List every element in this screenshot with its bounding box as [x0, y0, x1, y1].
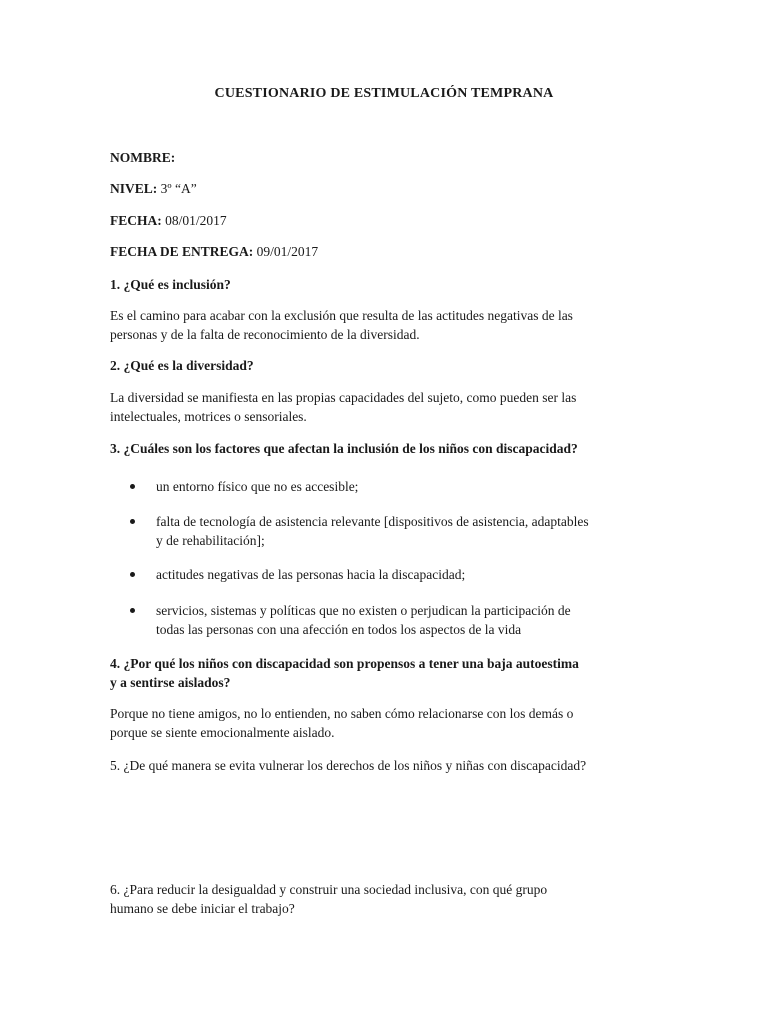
field-fecha-entrega — [110, 242, 660, 261]
question-5: 5. ¿De qué manera se evita vulnerar los derechos de los niños y niñas con discapacidad? — [110, 758, 587, 773]
answer-2-line-2: intelectuales, motrices o sensoriales. — [110, 409, 307, 424]
bullet-text — [156, 512, 660, 550]
bullet-line: actitudes negativas de las personas hacia la discapacidad; — [156, 567, 466, 582]
field-nombre — [110, 148, 660, 167]
nombre-label: NOMBRE: — [110, 150, 176, 165]
question-1: 1. ¿Qué es inclusión? — [110, 277, 231, 292]
field-fecha — [110, 211, 660, 230]
entrega-value: 09/01/2017 — [253, 244, 319, 259]
answer-1-line-2: personas y de la falta de reconocimiento de la diversidad. — [110, 327, 420, 342]
answer-4-line-1: Porque no tiene amigos, no lo entienden, no saben cómo relacionarse con los demás o — [110, 706, 574, 721]
bullet-text — [156, 477, 660, 496]
question-3: 3. ¿Cuáles son los factores que afectan la inclusión de los niños con discapacidad? — [110, 441, 578, 456]
entrega-label: FECHA DE ENTREGA: — [110, 244, 254, 259]
bullet-line: y de rehabilitación]; — [156, 533, 265, 548]
page-title: CUESTIONARIO DE ESTIMULACIÓN TEMPRANA — [214, 86, 554, 101]
question-6-line-1: 6. ¿Para reducir la desigualdad y construir una sociedad inclusiva, con qué grupo — [110, 882, 548, 897]
bullet-dot-icon — [130, 484, 135, 489]
bullet-line: un entorno físico que no es accesible; — [156, 479, 359, 494]
bullet-text — [156, 601, 660, 639]
bullet-line: servicios, sistemas y políticas que no existen o perjudican la participación de — [156, 603, 571, 618]
bullet-dot-icon — [130, 572, 135, 577]
bullet-line: todas las personas con una afección en todos los aspectos de la vida — [156, 622, 522, 637]
field-nivel — [110, 179, 660, 198]
bullet-line: falta de tecnología de asistencia relevante [dispositivos de asistencia, adaptables — [156, 514, 589, 529]
answer-1-line-1: Es el camino para acabar con la exclusión que resulta de las actitudes negativas de las — [110, 308, 573, 323]
question-4-line-1: 4. ¿Por qué los niños con discapacidad son propensos a tener una baja autoestima — [110, 656, 579, 671]
bullet-dot-icon — [130, 608, 135, 613]
answer-4-line-2: porque se siente emocionalmente aislado. — [110, 725, 335, 740]
question-2: 2. ¿Qué es la diversidad? — [110, 358, 254, 373]
question-4-line-2: y a sentirse aislados? — [110, 675, 231, 690]
fecha-label: FECHA: — [110, 213, 162, 228]
bullet-dot-icon — [130, 519, 135, 524]
answer-2-line-1: La diversidad se manifiesta en las propias capacidades del sujeto, como pueden ser las — [110, 390, 577, 405]
nivel-label: NIVEL: — [110, 181, 158, 196]
question-6-line-2: humano se debe iniciar el trabajo? — [110, 901, 295, 916]
fecha-value: 08/01/2017 — [161, 213, 227, 228]
bullet-text — [156, 565, 660, 584]
nivel-value: 3º “A” — [157, 181, 197, 196]
